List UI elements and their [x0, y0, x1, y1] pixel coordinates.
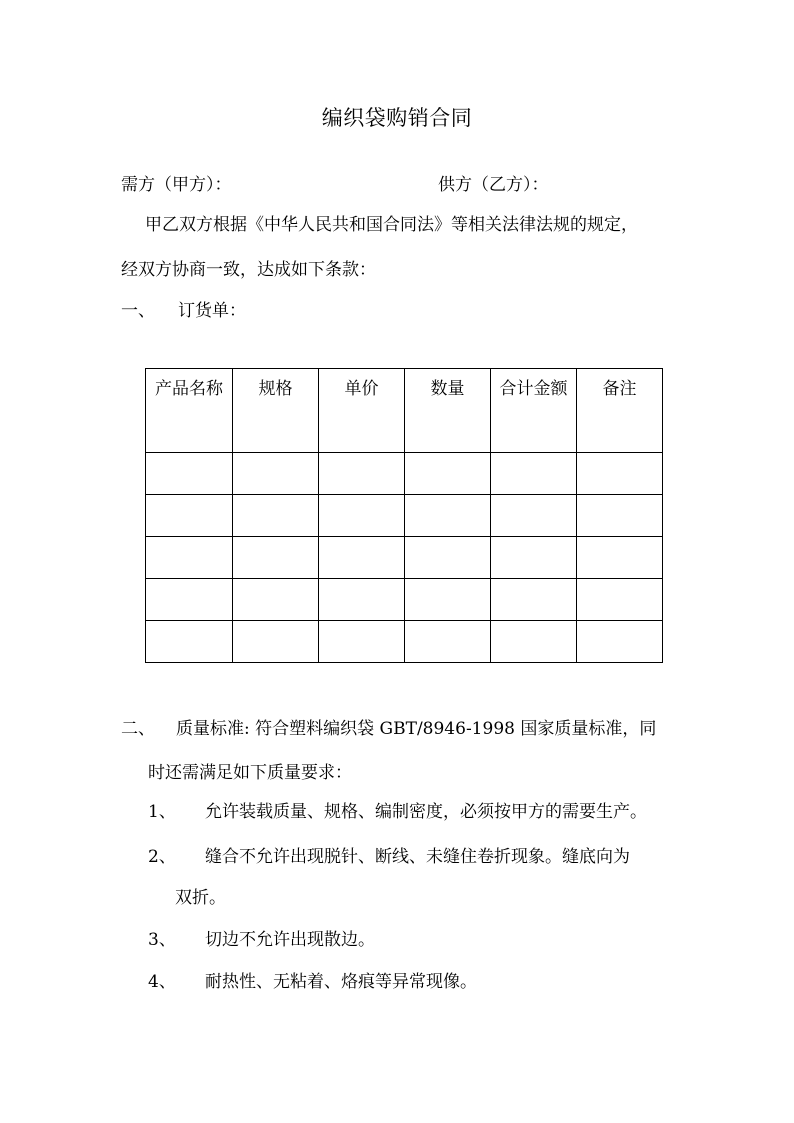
section-1-title: 订货单：: [178, 301, 246, 321]
table-cell: [405, 495, 491, 537]
quality-item-2-continuation: 双折。: [175, 888, 226, 908]
quality-item-3-number: 3、: [148, 930, 176, 950]
table-cell: [146, 495, 233, 537]
table-cell: [233, 621, 319, 663]
table-cell: [405, 621, 491, 663]
header-total-amount: 合计金额: [491, 369, 577, 453]
table-cell: [405, 537, 491, 579]
header-remarks: 备注: [577, 369, 663, 453]
table-cell: [491, 453, 577, 495]
table-cell: [405, 579, 491, 621]
table-cell: [491, 495, 577, 537]
table-cell: [319, 579, 405, 621]
seller-party-label: 供方（乙方）：: [438, 175, 549, 195]
table-row: [146, 537, 663, 579]
header-product-name: 产品名称: [146, 369, 233, 453]
table-cell: [491, 537, 577, 579]
table-cell: [577, 495, 663, 537]
table-cell: [233, 495, 319, 537]
header-spec: 规格: [233, 369, 319, 453]
table-cell: [491, 621, 577, 663]
quality-item-4-text: 耐热性、无粘着、烙痕等异常现像。: [205, 972, 477, 992]
section-2-line-2: 时还需满足如下质量要求：: [148, 763, 352, 783]
table-row: [146, 495, 663, 537]
section-1-number: 一、: [121, 301, 155, 321]
table-cell: [577, 537, 663, 579]
document-title: 编织袋购销合同: [321, 106, 473, 130]
section-2-number: 二、: [121, 719, 155, 739]
table-cell: [146, 621, 233, 663]
table-cell: [233, 453, 319, 495]
table-cell: [146, 537, 233, 579]
section-2-line-1: 质量标准: 符合塑料编织袋 GBT/8946-1998 国家质量标准，同: [176, 719, 657, 739]
quality-item-2-number: 2、: [148, 847, 176, 867]
table-cell: [146, 453, 233, 495]
table-cell: [577, 579, 663, 621]
order-table-header-row: [146, 369, 663, 453]
intro-line-1: 甲乙双方根据《中华人民共和国合同法》等相关法律法规的规定，: [145, 215, 638, 235]
table-cell: [319, 495, 405, 537]
table-cell: [319, 453, 405, 495]
header-unit-price: 单价: [319, 369, 405, 453]
intro-line-2: 经双方协商一致，达成如下条款：: [121, 260, 376, 280]
quality-item-2-text: 缝合不允许出现脱针、断线、未缝住卷折现象。缝底向为: [205, 847, 630, 867]
table-row: [146, 621, 663, 663]
table-cell: [577, 453, 663, 495]
quality-item-3-text: 切边不允许出现散边。: [205, 930, 375, 950]
table-cell: [405, 453, 491, 495]
table-cell: [319, 537, 405, 579]
table-row: [146, 579, 663, 621]
table-cell: [577, 621, 663, 663]
table-cell: [146, 579, 233, 621]
quality-item-4-number: 4、: [148, 972, 176, 992]
table-cell: [491, 579, 577, 621]
quality-item-1-text: 允许装载质量、规格、编制密度，必须按甲方的需要生产。: [205, 802, 647, 822]
table-cell: [233, 537, 319, 579]
table-row: [146, 453, 663, 495]
table-cell: [319, 621, 405, 663]
buyer-party-label: 需方（甲方）：: [121, 175, 232, 195]
header-quantity: 数量: [405, 369, 491, 453]
quality-item-1-number: 1、: [148, 802, 176, 822]
order-table: [145, 368, 663, 663]
table-cell: [233, 579, 319, 621]
